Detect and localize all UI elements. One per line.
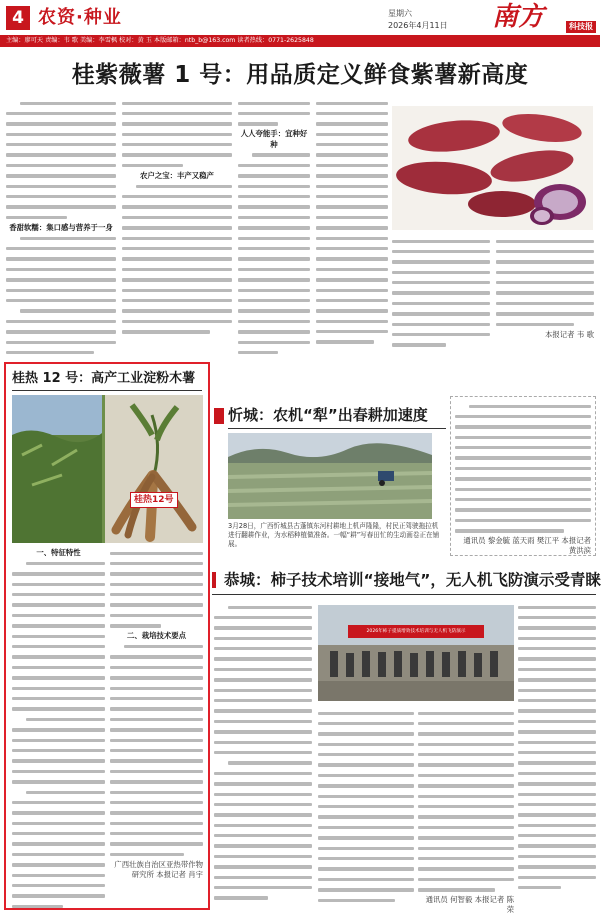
pear-sidebar-text: [455, 401, 591, 556]
persimmon-col-side: [518, 602, 596, 908]
sweetpotato-subhead-1: 香甜软糯：集口感与营养于一身: [9, 222, 113, 232]
staff-bar: 主编：廖可天 责编：韦 歌 美编：李雪枫 校对：黄 玉 本版邮箱：ntb_b@163.com 读者热线：0771-2625848: [0, 35, 600, 47]
cassava-subhead-1: 一、特征特性: [36, 548, 81, 557]
sweetpotato-subhead-3: 人人夸能手：宜种好种: [240, 129, 308, 149]
persimmon-article-title: 恭城：柿子技术培训“接地气”，无人机飞防演示受青睐: [224, 571, 601, 589]
persimmon-col-3: [418, 708, 514, 915]
main-headline: 桂紫薇薯 1 号：用品质定义鲜食紫薯新高度: [71, 62, 529, 88]
cassava-col-2: [110, 548, 203, 904]
brand-tag: 科技报: [566, 21, 596, 33]
training-photo: [318, 605, 514, 701]
cassava-title-rule: [12, 390, 202, 391]
pear-title-rule: [228, 428, 446, 429]
training-illustration: [318, 605, 514, 701]
weekday: 星期六: [388, 9, 412, 18]
pear-article-sidebar: [450, 396, 596, 556]
pear-article-title: 忻城：农机“犁”出春耕加速度: [228, 406, 428, 424]
issue-date: 2026年4月11日: [388, 21, 448, 30]
persimmon-title-rule: [212, 594, 596, 595]
cassava-photo-tag: 桂热12号: [130, 492, 178, 508]
cassava-subhead-2: 二、栽培技术要点: [126, 631, 187, 641]
cassava-article-title: 桂热 12 号：高产工业淀粉木薯: [12, 371, 196, 386]
training-banner-text: 2026年柿子提质增效技术培训与无人机飞防演示: [366, 629, 466, 634]
section-title: 农资·种业: [38, 7, 122, 28]
sweetpotato-col-6: [496, 236, 594, 356]
sweetpotato-col-4: [316, 98, 388, 356]
sweetpotato-col-2: [122, 98, 232, 356]
sweetpotato-byline: 本报记者 韦 歌: [544, 329, 594, 339]
sweetpotato-col-3: [238, 98, 310, 356]
sweetpotato-subhead-2: 农户之宝：丰产又稳产: [140, 170, 214, 180]
sweetpotato-col-5: [392, 236, 490, 356]
cassava-col-1: [12, 548, 105, 904]
plowing-illustration: [228, 433, 432, 519]
sweet-potato-photo: [392, 106, 593, 230]
plowing-photo: [228, 433, 432, 519]
sweet-potato-illustration: [392, 106, 593, 230]
persimmon-section-icon: [212, 570, 224, 590]
masthead: [0, 0, 600, 46]
page-number: 4: [6, 6, 30, 30]
persimmon-col-1: [214, 602, 312, 908]
cassava-photo: [12, 395, 203, 543]
pear-byline: 通讯员 黎金毓 蓝天雨 樊江平 本报记者 黄洪滨: [463, 536, 591, 556]
sweetpotato-col-1: [6, 98, 116, 356]
pear-section-icon: [212, 404, 226, 426]
persimmon-col-2: [318, 708, 414, 908]
brand-name: 南方: [492, 2, 545, 32]
plowing-photo-caption: 3月28日，广西忻城县古蓬镇东河村耕地上机声隆隆，村民正驾驶拖拉机进行翻耕作业，为水稻种植做准备。一幅“耕”写春田忙的生动画卷正在铺展。: [228, 522, 440, 548]
newspaper-logo: [492, 2, 596, 34]
cassava-byline: 广西壮族自治区亚热带作物研究所 本报记者 肖宇: [114, 859, 203, 880]
persimmon-byline: 通讯员 何智毅 本报记者 陈 荣: [425, 895, 514, 915]
training-banner: [348, 625, 484, 638]
cassava-article-box: [4, 362, 210, 910]
date-block: [388, 8, 448, 32]
cassava-illustration: [12, 395, 203, 543]
